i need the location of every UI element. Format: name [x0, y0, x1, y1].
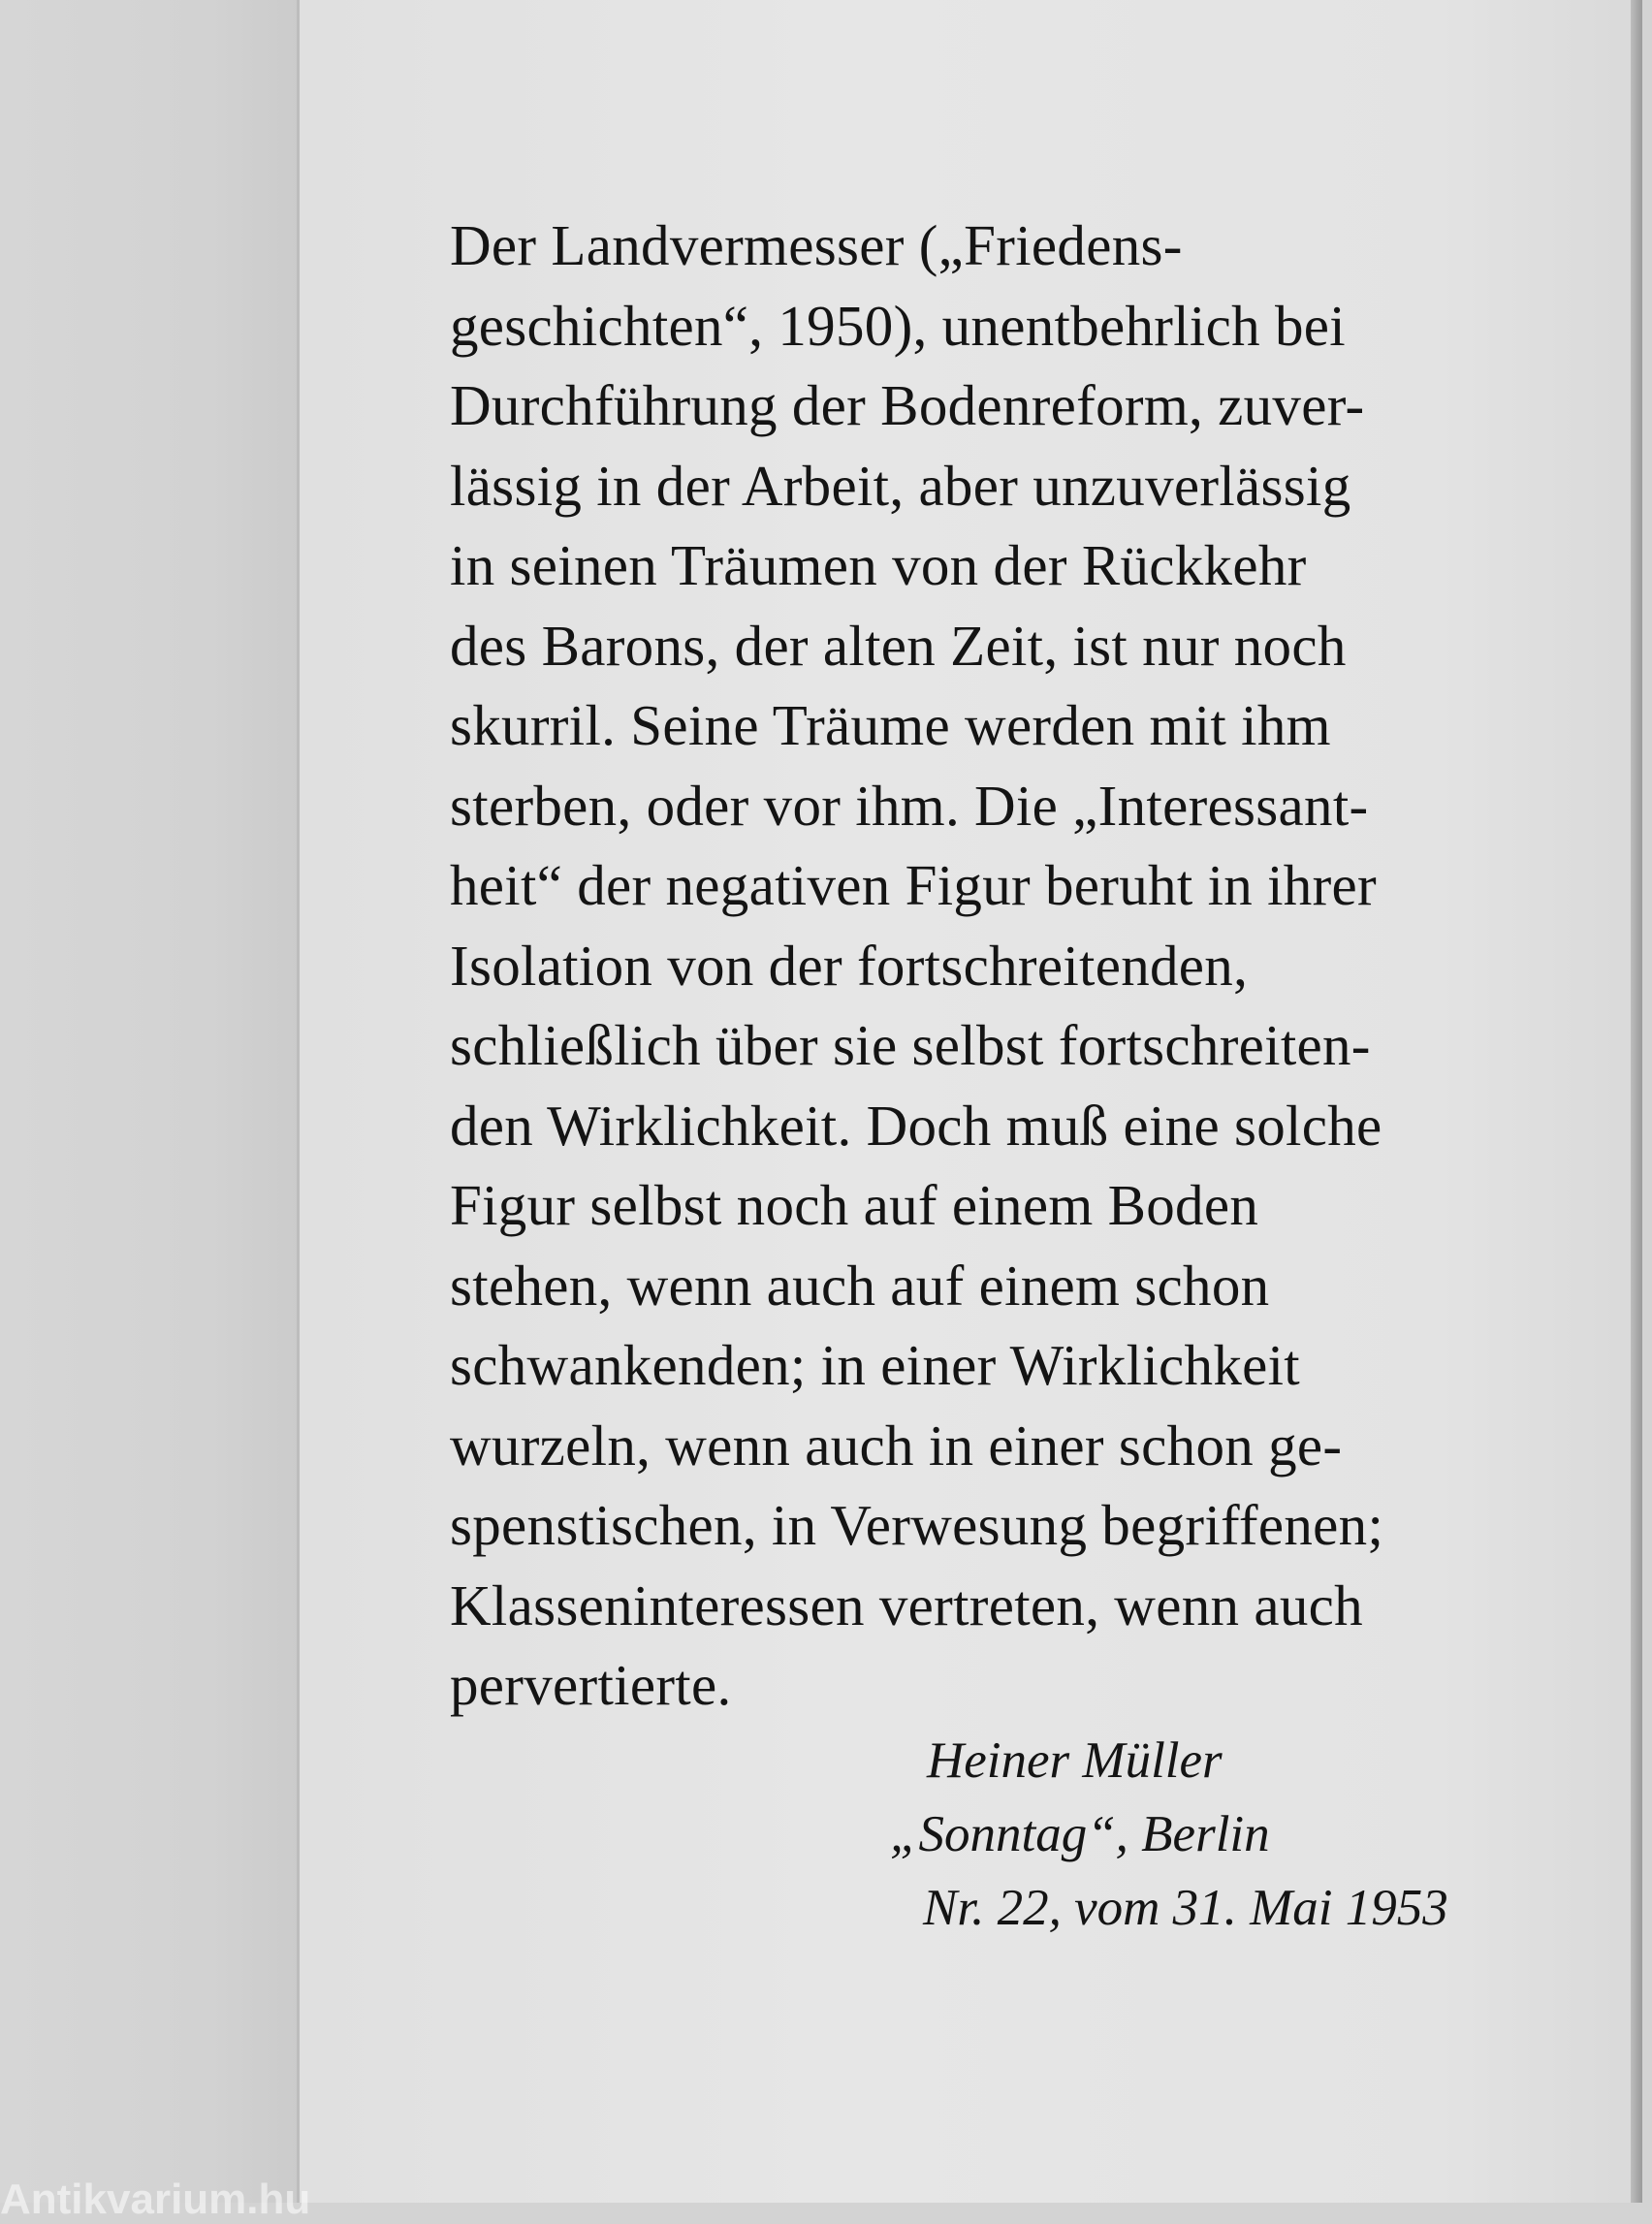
text-line: geschichten“, 1950), unentbehrlich bei [450, 293, 1346, 358]
author-name: Heiner Müller [927, 1732, 1223, 1789]
text-line: stehen, wenn auch auf einem schon [450, 1253, 1270, 1318]
text-line: Figur selbst noch auf einem Boden [450, 1173, 1259, 1237]
text-line: Isolation von der fortschreitenden, [450, 933, 1249, 998]
attribution [890, 1724, 1448, 1945]
text-line: Durchführung der Bodenreform, zuver- [450, 373, 1365, 437]
text-line: schließlich über sie selbst fortschreiten- [450, 1013, 1371, 1077]
publication-issue: Nr. 22, vom 31. Mai 1953 [923, 1880, 1448, 1936]
text-line: Klasseninteressen vertreten, wenn auch [450, 1573, 1363, 1637]
quotation-text [450, 206, 1565, 1726]
text-line: schwankenden; in einer Wirklichkeit [450, 1333, 1301, 1397]
page-shadow [1631, 0, 1642, 2203]
publication-name: „Sonntag“, Berlin [890, 1806, 1270, 1862]
watermark: Antikvarium.hu [0, 2176, 311, 2223]
text-line: in seinen Träumen von der Rückkehr [450, 533, 1307, 597]
text-line: skurril. Seine Träume werden mit ihm [450, 693, 1331, 757]
adjacent-page-margin [0, 0, 299, 2203]
text-line: den Wirklichkeit. Doch muß eine solche [450, 1093, 1382, 1158]
text-line: sterben, oder vor ihm. Die „Interessant- [450, 773, 1369, 838]
text-line: heit“ der negativen Figur beruht in ihrer [450, 853, 1377, 917]
text-line: Der Landvermesser („Friedens- [450, 213, 1183, 277]
text-line: spenstischen, in Verwesung begriffenen; [450, 1493, 1384, 1557]
text-line: lässig in der Arbeit, aber unzuverlässig [450, 453, 1351, 518]
text-line: pervertierte. [450, 1653, 732, 1717]
text-line: wurzeln, wenn auch in einer schon ge- [450, 1413, 1343, 1477]
text-line: des Barons, der alten Zeit, ist nur noch [450, 613, 1347, 678]
